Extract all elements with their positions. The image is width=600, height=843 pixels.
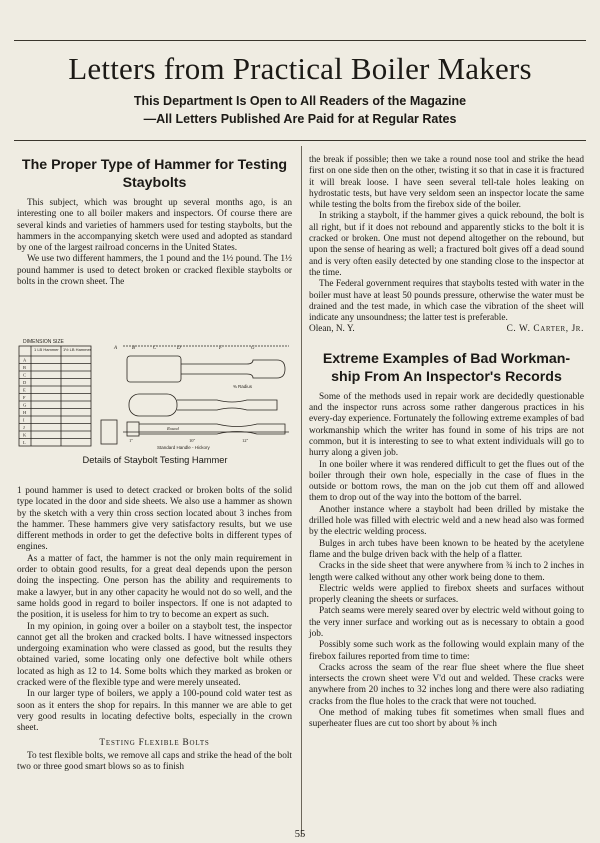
article-1-paragraph: As a matter of fact, the hammer is not the only main requirement in order to obtain good results, for a great deal depends upon the person doing the inspecting. One person has the ability and requirements to make a lawyer, but in any other capacity he would not do so well, and the same holds good in regard to boiler inspectors. If one is not adapted to the position, it is useless for him to try to become an expert as such. <box>17 553 292 621</box>
top-rule <box>14 40 586 41</box>
column-divider <box>301 146 302 836</box>
dim-10-label: 10" <box>189 438 196 443</box>
article-2-paragraph: Electric welds were applied to firebox sheets and surfaces without properly cleaning the sheets or surfaces. <box>309 583 584 606</box>
article-1-paragraph: the break if possible; then we take a round nose tool and strike the head first on one side then on the other, twisting it so that in case it is fractured it will break loose. I have seen several tell-tale holes leaking on hydrostatic tests, but have very seldom seen an inspector locate the same while testing the bolts from the firebox side of the boiler. <box>309 155 584 211</box>
svg-text:A: A <box>114 346 118 351</box>
staybolt-hammer-figure <box>17 334 293 465</box>
article-1-paragraph: In our larger type of boilers, we apply a 100-pound cold water test as soon as it enters the shop for repairs. In this manner we are able to get very good results in locating defective bolts, especially in the crown sheet. <box>17 689 292 734</box>
article-2-title-line-2: ship From An Inspector's Records <box>331 368 562 385</box>
department-subtitle-2: —All Letters Published Are Paid for at Regular Rates <box>143 112 457 126</box>
article-2-paragraph: Cracks across the seam of the rear flue sheet where the flue sheet intersects the crown sheet were V'd out and welded. These cracks were anywhere from 20 inches to 32 inches long and there were also radiating cracks from the flue holes to the crack that were not touched. <box>309 662 584 707</box>
header-rule <box>14 140 586 141</box>
article-2-paragraph: Patch seams were merely seared over by electric weld without going to the very inner surface and working out as is necessary to obtain a good job. <box>309 606 584 639</box>
article-1-paragraph: This subject, which was brought up several months ago, is an interesting one to all boiler makers and inspectors. Of course there are several kinds and varieties of hammers used for testing staybolts, but the hammers in the accompanying sketch were used and adopted as standard by one of the largest railroad concerns in the United States. <box>17 198 292 254</box>
radius-label: ⅜ Radius <box>233 384 253 389</box>
article-2-title <box>309 350 584 386</box>
hammer-side-view <box>113 346 289 389</box>
signature-place: Olean, N. Y. <box>309 324 355 335</box>
table-rows <box>19 358 91 446</box>
table-row-label: E <box>23 387 26 393</box>
hammer-drawing <box>17 334 293 452</box>
table-row-label: D <box>23 380 27 385</box>
article-1-paragraph: The Federal government requires that staybolts tested with water in the boiler must have at least 50 pounds pressure, otherwise the water must be drained and the test made, in which case the vibration of the sheet will indicate any unsoundness; the latter test is preferable. <box>309 279 584 324</box>
table-row-label: I <box>23 417 25 423</box>
dim-1-label: 1" <box>129 438 134 443</box>
table-row-label: J <box>23 425 25 430</box>
table-col-1-lb: 1 LB Hammer <box>34 347 59 352</box>
article-2-paragraph: One method of making tubes fit sometimes when small flues and superheater flues are cut too short by about ⅜ inch <box>309 708 584 730</box>
table-row-label: H <box>23 410 27 415</box>
testing-flexible-bolts-subhead: Testing Flexible Bolts <box>99 737 210 748</box>
table-row-label: K <box>23 432 27 438</box>
dim-12-label: 12" <box>242 438 249 443</box>
article-1-paragraph: We use two different hammers, the 1 pound and the 1½ pound. The 1½ pound hammer is used to detect broken or cracked flexible staybolts or bolts in the crown sheet. The <box>17 254 292 288</box>
article-1-paragraph: In striking a staybolt, if the hammer gives a quick rebound, the bolt is all right, but if it does not rebound and apparently sticks to the bolt it is cracked or broken. One must not depend altogether on the rebound, but upon the sense of hearing as well; a fractured bolt gives off a dead sound and is very often easily detected by one standing close to the inspector at the time. <box>309 211 584 278</box>
svg-text:F: F <box>219 346 223 351</box>
figure-caption: Details of Staybolt Testing Hammer <box>82 455 228 465</box>
article-2-paragraph: Some of the methods used in repair work are decidedly questionable and the inspector runs across some rather dangerous practices in his every-day experience. Fortunately the following extreme examples of bad workmanship which the writer has found in some of his trips are not common, but it is interesting to see to what extent individuals will go to hurry along a given job. <box>309 391 584 459</box>
right-column <box>309 155 584 731</box>
hammer-top-view <box>101 394 289 450</box>
table-row-label: A <box>23 357 27 363</box>
signature-author: C. W. Carter, Jr. <box>506 324 584 335</box>
article-1-paragraph: In my opinion, in going over a boiler on a staybolt test, the inspector cannot get all the broken and cracked bolts. I have witnessed inspectors undergoing examination who were classed as good, but the results they obtained varied, some locating only one defective bolt while others located as high as 12 to 14. Some bolts which they marked as broken or cracked were of the flexible type and were merely unseated. <box>17 621 292 689</box>
article-2-paragraph: Another instance where a staybolt had been drilled by mistake the drilled hole was filled with electric weld and a new head also was formed by the electric welding process. <box>309 504 584 538</box>
article-2-paragraph: Possibly some such work as the following would explain many of the firebox failures reported from time to time: <box>309 640 584 662</box>
handle-label: Standard Handle - Hickory <box>157 445 210 450</box>
article-1-paragraph: To test flexible bolts, we remove all caps and strike the head of the bolt two or three good smart blows so as to finish <box>17 750 293 773</box>
page-number: 55 <box>294 829 306 840</box>
article-1-title-line-2: Staybolts <box>122 175 187 191</box>
department-title: Letters from Practical Boiler Makers <box>68 51 532 86</box>
article-2-paragraph: In one boiler where it was rendered difficult to get the flues out of the boiler through their own hole, especially in the case of flues in the outside or bottom rows, the man on the job cut them off and allowed them to drop out of the way into the bottom of the barrel. <box>309 459 584 504</box>
article-1-title <box>17 156 292 192</box>
article-2-title-line-1: Extreme Examples of Bad Workman- <box>322 350 571 367</box>
left-column-bottom <box>17 486 292 773</box>
article-1-title-line-1: The Proper Type of Hammer for Testing <box>21 157 288 173</box>
dimension-table-header: DIMENSION SIZE <box>23 339 64 345</box>
table-col-1-5-lb: 1½ LB Hammer <box>63 347 92 352</box>
svg-text:D: D <box>177 346 181 351</box>
table-row-label: F <box>23 395 26 400</box>
svg-text:C: C <box>153 346 157 351</box>
round-label: Round <box>167 426 179 431</box>
article-2-paragraph: Bulges in arch tubes have been known to be heated by the acetylene flame and the bulge driven back with the help of a flatter. <box>309 538 584 560</box>
left-column-top <box>17 156 292 288</box>
svg-text:G: G <box>251 346 255 351</box>
department-subtitle-1: This Department Is Open to All Readers of the Magazine <box>133 94 467 108</box>
table-row-label: C <box>23 372 27 378</box>
table-row-label: G <box>23 402 27 408</box>
table-row-label: B <box>23 365 27 370</box>
article-1-signature <box>309 324 584 335</box>
svg-text:B: B <box>132 346 136 351</box>
article-2-paragraph: Cracks in the side sheet that were anywhere from ¾ inch to 2 inches in length were calked without any other work being done to them. <box>309 561 584 583</box>
table-row-label: L <box>23 440 26 445</box>
article-1-paragraph: 1 pound hammer is used to detect cracked or broken bolts of the solid type located in the door and side sheets. We also use a hammer as shown by the sketch with a very thin cross section located about 3 inches from the hammer. These hammers give very satisfactory results, but we use different methods in order to get the defective bolts in different types of engines. <box>17 486 292 553</box>
